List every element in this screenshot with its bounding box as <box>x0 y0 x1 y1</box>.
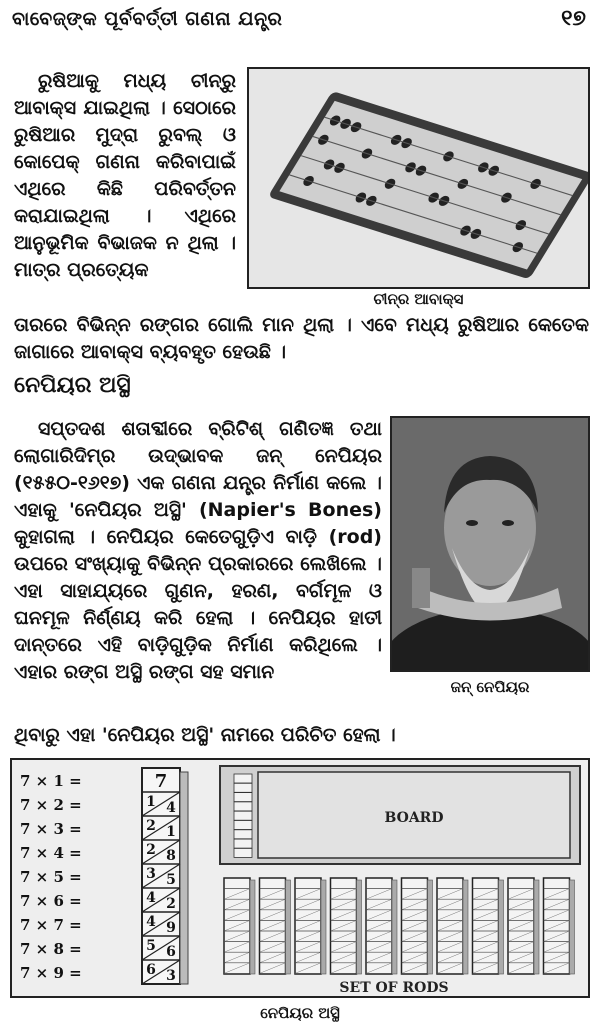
rod-cell-tens: 6 <box>146 962 156 978</box>
rod-shadow <box>463 880 468 974</box>
rod-cell-ones: 2 <box>166 896 176 912</box>
rod-cell-ones: 4 <box>166 800 176 816</box>
board-index-cell <box>234 848 252 857</box>
abacus-illustration <box>249 69 588 287</box>
rod <box>473 878 499 974</box>
napier-paragraph: ସପ୍ତଦଶ ଶତାବ୍ଦୀରେ ବ୍ରିଟିଶ୍ ଗଣିତଜ୍ଞ ତଥା ଲୋଗାରିଦିମ୍‌ର ଉଦ୍ଭାବକ ଜନ୍ ନେପିୟର (୧୫୫୦-୧୬୧୭) ଏକ ଗଣନା ଯନ୍ତ୍ର ନିର୍ମାଣ କଲେ । ଏହାକୁ 'ନେପିୟର ଅସ୍ଥି' (Napier's Bones) କୁହାଗଲା । ନେପିୟର କେତେଗୁଡ଼ିଏ ବାଡ଼ି (rod) ଉପରେ ସଂଖ୍ୟାକୁ ବିଭିନ୍ନ ପ୍ରକାରରେ ଲେଖିଲେ । ଏହା ସାହାଯ୍ୟରେ ଗୁଣନ, ହରଣ, ବର୍ଗମୂଳ ଓ ଘନମୂଳ ନିର୍ଣ୍ଣୟ କରି ହେଲା । ନେପିୟର ହାତୀ ଦାନ୍ତରେ ଏହି ବାଡ଼ିଗୁଡ଼ିକ ନିର୍ମାଣ କରିଥିଲେ । ଏହାର ରଙ୍ଗ ଅସ୍ଥି ରଙ୍ଗ ସହ ସମାନ <box>14 418 382 683</box>
board-index-cell <box>234 839 252 848</box>
rod-cell-tens: 2 <box>146 842 156 858</box>
multiplication-row: 7 × 7 = <box>20 916 82 934</box>
rod-edge <box>180 772 188 984</box>
section-heading-napier-bones: ନେପିୟର ଅସ୍ଥି <box>14 373 131 398</box>
multiplication-row: 7 × 3 = <box>20 820 82 838</box>
rod-cell-tens: 1 <box>146 794 156 810</box>
rod-shadow <box>392 880 397 974</box>
abacus-caption: ଚୀନ୍‌ର ଆବାକ୍‌ସ <box>373 290 464 308</box>
rod <box>295 878 321 974</box>
rod-shadow <box>499 880 504 974</box>
napier-bones-illustration <box>12 760 588 996</box>
rod <box>331 878 357 974</box>
multiplication-row: 7 × 1 = <box>20 772 82 790</box>
rod-shadow <box>428 880 433 974</box>
rod-cell-tens: 2 <box>146 818 156 834</box>
rod-header-digit: 7 <box>154 771 168 792</box>
rod-cell-tens: 4 <box>146 890 156 906</box>
multiplication-row: 7 × 8 = <box>20 940 82 958</box>
rod-cell-ones: 5 <box>166 872 176 888</box>
board-index-cell <box>234 793 252 802</box>
rod-shadow <box>570 880 575 974</box>
rod-cell-ones: 6 <box>166 944 176 960</box>
rod-cell-ones: 9 <box>166 920 176 936</box>
board-index-cell <box>234 811 252 820</box>
board-label: BOARD <box>384 810 444 826</box>
rod <box>508 878 534 974</box>
rod-shadow <box>534 880 539 974</box>
multiplication-row: 7 × 4 = <box>20 844 82 862</box>
napier-bones-image <box>10 758 590 998</box>
rod <box>260 878 286 974</box>
rod <box>402 878 428 974</box>
abacus-paragraph-continued: ତାରରେ ବିଭିନ୍ନ ରଙ୍ଗର ଗୋଲି ମାନ ଥିଲା । ଏବେ ମଧ୍ୟ ରୁଷିଆର କେତେକ ଜାଗାରେ ଆବାକ୍‌ସ ବ୍ୟବହୃତ ହେଉଛି । <box>14 314 589 363</box>
napier-paragraph-continued: ଥିବାରୁ ଏହା 'ନେପିୟର ଅସ୍ଥି' ନାମରେ ପରିଚିତ ହେଲା । <box>14 724 396 746</box>
multiplication-row: 7 × 9 = <box>20 964 82 982</box>
board-index-cell <box>234 802 252 811</box>
portrait-illustration <box>392 418 588 670</box>
napier-bones-caption: ନେପିୟର ଅସ୍ଥି <box>260 1004 340 1022</box>
rod-cell-tens: 5 <box>146 938 156 954</box>
rod-shadow <box>286 880 291 974</box>
rod <box>224 878 250 974</box>
abacus-image <box>247 67 590 289</box>
napier-portrait-image <box>390 416 590 672</box>
rod-shadow <box>321 880 326 974</box>
rod <box>437 878 463 974</box>
rod-cell-ones: 1 <box>166 824 176 840</box>
multiplication-row: 7 × 5 = <box>20 868 82 886</box>
board-index-cell <box>234 821 252 830</box>
page-number: ୧୭ <box>561 6 586 31</box>
rod <box>544 878 570 974</box>
set-of-rods-label: SET OF RODS <box>339 980 449 996</box>
rod-cell-tens: 4 <box>146 914 156 930</box>
board-index-cell <box>234 783 252 792</box>
rod-shadow <box>357 880 362 974</box>
rod-cell-ones: 3 <box>166 968 176 984</box>
page-header-title: ବାବେଜ୍‌ଙ୍କ ପୂର୍ବବର୍ତ୍ତୀ ଗଣନା ଯନ୍ତ୍ର <box>12 8 283 30</box>
multiplication-row: 7 × 6 = <box>20 892 82 910</box>
napier-portrait-caption: ଜନ୍ ନେପିୟର <box>450 678 530 696</box>
multiplication-row: 7 × 2 = <box>20 796 82 814</box>
rod <box>366 878 392 974</box>
board-index-cell <box>234 830 252 839</box>
abacus-paragraph: ରୁଷିଆକୁ ମଧ୍ୟ ଚୀନ୍‌ରୁ ଆବାକ୍‌ସ ଯାଇଥିଲା । ସେଠାରେ ରୁଷିଆର ମୁଦ୍ରା ରୁବଲ୍ ଓ କୋପେକ୍ ଗଣନା କରିବାପାଇଁ ଏଥିରେ କିଛି ପରିବର୍ତ୍ତନ କରାଯାଇଥିଲା । ଏଥିରେ ଆନୁଭୂମିକ ବିଭାଜକ ନ ଥିଲା । ମାତ୍ର ପ୍ରତ୍ୟେକ <box>14 70 236 281</box>
rod-shadow <box>250 880 255 974</box>
napier-bones-figure <box>10 758 590 998</box>
abacus-figure <box>247 67 590 289</box>
rod-cell-ones: 8 <box>166 848 176 864</box>
rod-cell-tens: 3 <box>146 866 156 882</box>
napier-portrait-figure <box>390 416 590 672</box>
board-index-cell <box>234 774 252 783</box>
